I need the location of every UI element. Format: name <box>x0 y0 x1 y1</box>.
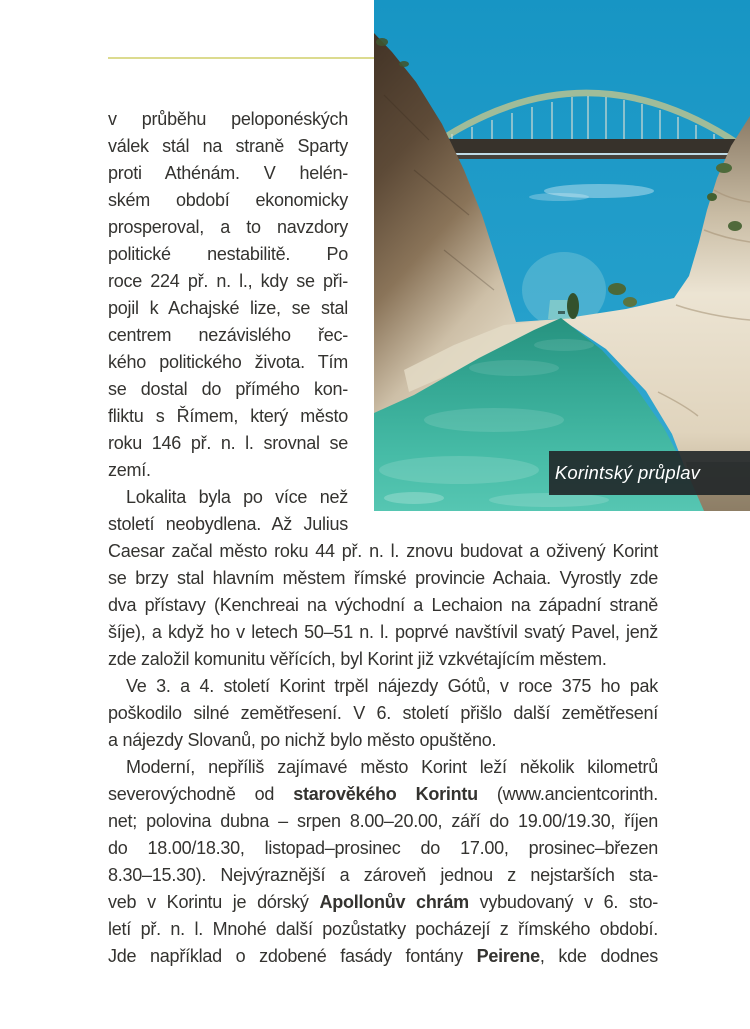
text-line: století neobydlena. Až Julius <box>108 514 348 534</box>
text-line: se dostal do přímého kon- <box>108 379 348 399</box>
text-line: roce 224 př. n. l., kdy se při- <box>108 271 348 291</box>
cloud <box>529 193 589 201</box>
text-line: do 18.00/18.30, listopad–prosinec do 17.00, prosinec–březen <box>108 838 658 858</box>
text-line: centrem nezávislého řec- <box>108 325 348 345</box>
text-line: Jde například o zdobené fasády fontány Peirene, kde dodnes <box>108 946 659 966</box>
text-column-narrow <box>108 106 348 538</box>
text-line: se brzy stal hlavním městem římské provincie Achaia. Vyrostly zde <box>108 568 658 588</box>
text-line: válek stál na straně Sparty <box>108 136 348 156</box>
text-line: politické nestabilitě. Po <box>108 244 348 264</box>
text-line: roku 146 př. n. l. srovnal se <box>108 433 348 453</box>
text-line: pojil k Achajské lize, se stal <box>108 298 348 318</box>
text-line: severovýchodně od starověkého Korintu (www.ancientcorinth. <box>108 784 658 804</box>
distant-boat <box>558 311 565 314</box>
text-line: šíje), a když ho v letech 50–51 n. l. poprvé navštívil svatý Pavel, jenž <box>108 622 658 642</box>
text-line: Moderní, nepříliš zajímavé město Korint leží několik kilometrů <box>126 757 658 777</box>
text-line: Lokalita byla po více než <box>126 487 348 507</box>
text-line: poškodilo silné zemětřesení. V 6. století přišlo další zemětřesení <box>108 703 658 723</box>
text-line: prosperoval, a to navzdory <box>108 217 348 237</box>
text-line: Caesar začal město roku 44 př. n. l. znovu budovat a oživený Korint <box>108 541 658 561</box>
canal-illustration <box>374 0 750 511</box>
corinth-canal-photo <box>374 0 750 511</box>
text-line: fliktu s Římem, který město <box>108 406 348 426</box>
text-line: zde založil komunitu věřících, byl Korint již vzkvétajícím městem. <box>108 649 607 669</box>
photo-caption-text: Korintský průplav <box>554 462 701 483</box>
text-line: 8.30–15.30). Nejvýraznější a zároveň jednou z nejstarších sta- <box>108 865 658 885</box>
photo-caption <box>549 451 750 495</box>
text-column-wide <box>108 538 658 970</box>
text-line: Ve 3. a 4. století Korint trpěl nájezdy Gótů, v roce 375 ho pak <box>126 676 658 696</box>
text-line: proti Athénám. V helén- <box>108 163 348 183</box>
text-line: veb v Korintu je dórský Apollonův chrám vybudovaný v 6. sto- <box>108 892 658 912</box>
text-line: a nájezdy Slovanů, po nichž bylo město opuštěno. <box>108 730 497 750</box>
text-line: letí př. n. l. Mnohé další pozůstatky pocházejí z římského období. <box>108 919 658 939</box>
text-line: v průběhu peloponéských <box>108 109 348 129</box>
text-line: dva přístavy (Kenchreai na východní a Lechaion na západní straně <box>108 595 658 615</box>
text-line: ském období ekonomicky <box>108 190 348 210</box>
top-rule <box>108 57 374 59</box>
text-line: net; polovina dubna – srpen 8.00–20.00, září do 19.00/19.30, říjen <box>108 811 658 831</box>
text-line: kého politického života. Tím <box>108 352 348 372</box>
text-line: zemí. <box>108 460 151 480</box>
